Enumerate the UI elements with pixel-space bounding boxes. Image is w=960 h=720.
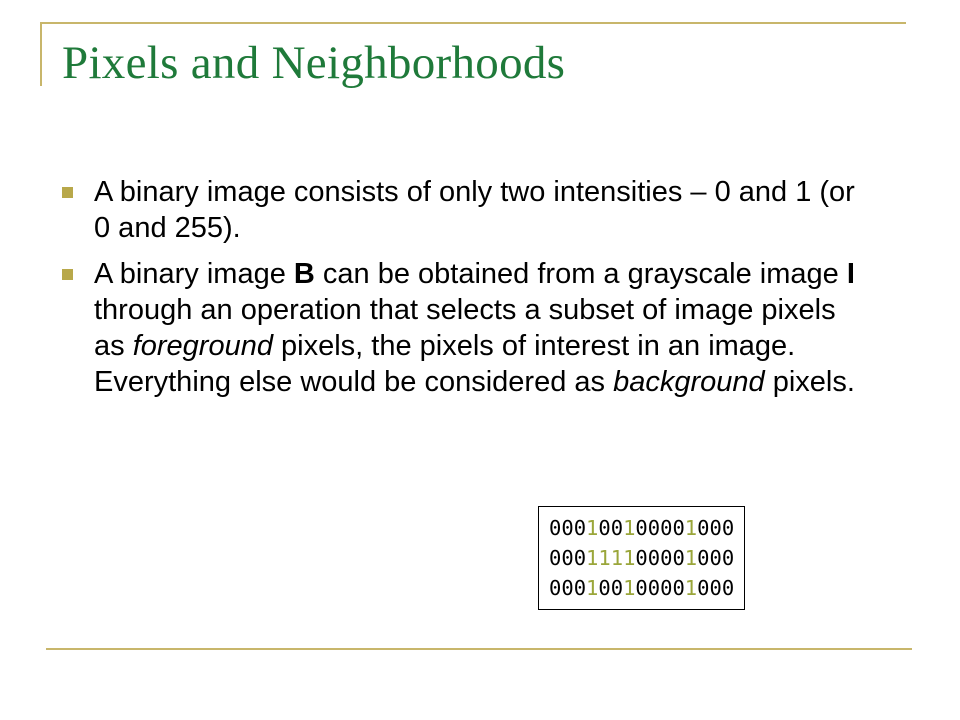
background-digit: 0 [660, 516, 673, 540]
background-digit: 0 [598, 576, 611, 600]
background-digit: 0 [709, 546, 722, 570]
background-digit: 0 [561, 516, 574, 540]
foreground-digit: 1 [684, 576, 698, 600]
background-digit: 0 [647, 516, 661, 540]
background-digit: 0 [549, 516, 562, 540]
foreground-digit: 1 [684, 546, 698, 570]
background-digit: 0 [610, 516, 624, 540]
background-digit: 0 [647, 576, 661, 600]
matrix-row [549, 513, 734, 543]
text-run: A binary image [94, 258, 294, 290]
background-digit: 0 [672, 546, 685, 570]
text-run: background [613, 366, 765, 398]
foreground-digit: 1 [623, 546, 636, 570]
background-digit: 0 [635, 576, 648, 600]
bullet-text [94, 256, 862, 400]
background-digit: 0 [647, 546, 661, 570]
foreground-digit: 1 [610, 546, 624, 570]
background-digit: 0 [709, 516, 722, 540]
foreground-digit: 1 [623, 576, 636, 600]
top-rule [40, 22, 906, 24]
foreground-digit: 1 [586, 516, 599, 540]
matrix-row [549, 543, 734, 573]
background-digit: 0 [697, 576, 710, 600]
background-digit: 0 [697, 516, 710, 540]
bullet-item [62, 174, 862, 246]
background-digit: 0 [721, 546, 735, 570]
foreground-digit: 1 [623, 516, 636, 540]
background-digit: 0 [549, 576, 562, 600]
text-run: foreground [132, 330, 273, 362]
left-rule [40, 22, 42, 86]
background-digit: 0 [660, 546, 673, 570]
background-digit: 0 [721, 576, 735, 600]
text-run: can be obtained from a grayscale image [314, 258, 847, 290]
background-digit: 0 [573, 516, 587, 540]
matrix-row [549, 573, 734, 603]
background-digit: 0 [573, 576, 587, 600]
background-digit: 0 [635, 516, 648, 540]
background-digit: 0 [549, 546, 562, 570]
background-digit: 0 [721, 516, 735, 540]
text-run: A binary image consists of only two intensities – 0 and 1 (or 0 and 255). [94, 176, 855, 244]
bullet-list [62, 174, 862, 410]
text-run: through an operation that selects a subset of image pixels as [94, 294, 836, 362]
binary-matrix-box [538, 506, 745, 610]
text-run: pixels, the pixels of interest in an image. Everything else would be considered as [94, 330, 796, 398]
background-digit: 0 [610, 576, 624, 600]
text-run: pixels. [764, 366, 855, 398]
background-digit: 0 [672, 516, 685, 540]
text-run: B [293, 258, 315, 290]
foreground-digit: 1 [684, 516, 698, 540]
background-digit: 0 [709, 576, 722, 600]
text-run: I [846, 258, 855, 290]
bottom-rule [46, 648, 912, 650]
foreground-digit: 1 [598, 546, 611, 570]
background-digit: 0 [660, 576, 673, 600]
background-digit: 0 [561, 576, 574, 600]
foreground-digit: 1 [586, 546, 599, 570]
background-digit: 0 [598, 516, 611, 540]
background-digit: 0 [697, 546, 710, 570]
background-digit: 0 [672, 576, 685, 600]
bullet-text [94, 174, 862, 246]
slide-title: Pixels and Neighborhoods [62, 37, 566, 89]
square-bullet-icon [62, 269, 73, 280]
background-digit: 0 [635, 546, 648, 570]
bullet-item [62, 256, 862, 400]
foreground-digit: 1 [586, 576, 599, 600]
background-digit: 0 [561, 546, 574, 570]
square-bullet-icon [62, 187, 73, 198]
background-digit: 0 [573, 546, 587, 570]
